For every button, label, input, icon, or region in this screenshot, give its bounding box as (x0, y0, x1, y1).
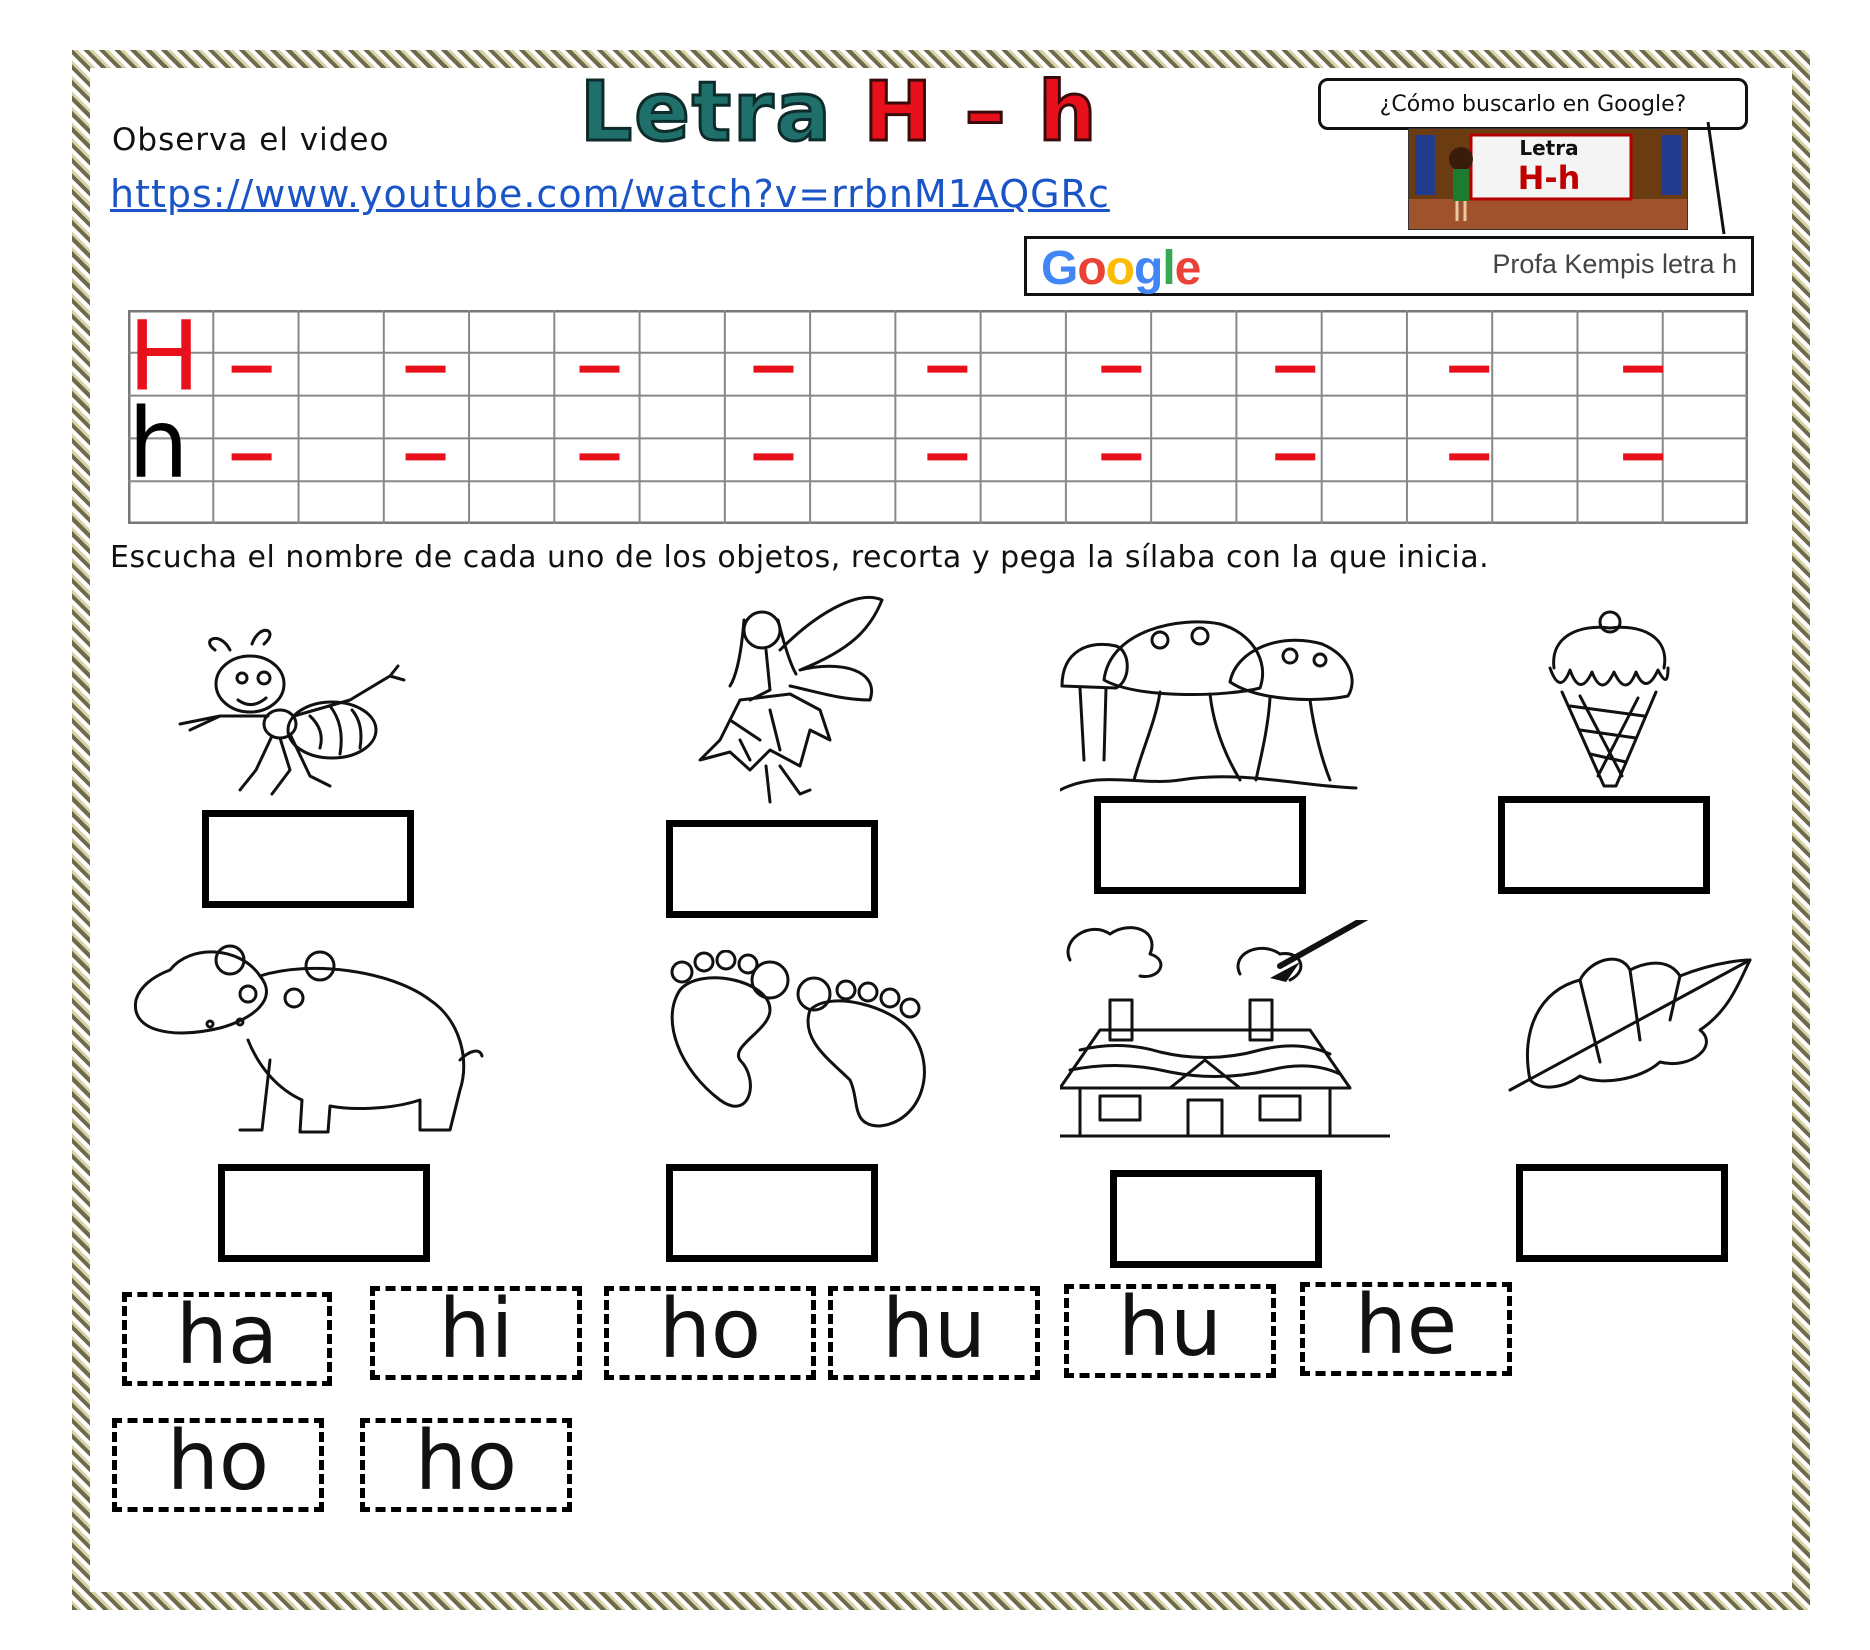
trace-dash-upper (1101, 366, 1141, 373)
syllable-card[interactable]: he (1300, 1282, 1512, 1376)
cut-paste-instruction: Escucha el nombre de cada uno de los objetos, recorta y pega la sílaba con la que inicia. (110, 540, 1490, 575)
footprints-icon (660, 950, 950, 1130)
trace-dash-upper (1449, 366, 1489, 373)
answer-box[interactable] (666, 820, 878, 918)
google-logo: Google (1041, 242, 1201, 295)
ant-icon (160, 620, 420, 800)
answer-box[interactable] (1498, 796, 1710, 894)
trace-dash-lower (580, 453, 620, 460)
thumbnail-label-1: Letra (1519, 136, 1579, 160)
hippo-icon (130, 940, 490, 1140)
page-title (580, 65, 1099, 160)
trace-dash-lower (1275, 453, 1315, 460)
syllable-card[interactable]: ho (112, 1418, 324, 1512)
title-prefix: Letra (580, 65, 833, 160)
answer-box[interactable] (218, 1164, 430, 1262)
trace-dash-lower (1623, 453, 1663, 460)
tracing-lower-letter: h (128, 388, 189, 501)
tracing-grid (128, 310, 1748, 524)
trace-dash-upper (927, 366, 967, 373)
trace-dash-upper (406, 366, 446, 373)
trace-dash-upper (753, 366, 793, 373)
trace-dash-lower (1449, 453, 1489, 460)
tracing-upper-letter: H (128, 310, 201, 413)
syllable-card[interactable]: ho (360, 1418, 572, 1512)
answer-box[interactable] (1110, 1170, 1322, 1268)
thumbnail-label-2: H-h (1517, 159, 1581, 197)
trace-dash-lower (753, 453, 793, 460)
answer-box[interactable] (1094, 796, 1306, 894)
trace-dash-upper (1623, 366, 1663, 373)
syllable-card[interactable]: hi (370, 1286, 582, 1380)
mushrooms-icon (1060, 610, 1360, 800)
ice-cream-icon (1540, 606, 1680, 796)
trace-dash-lower (406, 453, 446, 460)
observe-instruction: Observa el video (112, 122, 390, 158)
tracing-grid-svg (128, 310, 1748, 524)
google-question: ¿Cómo buscarlo en Google? (1379, 91, 1687, 117)
google-search-bar[interactable] (1024, 236, 1754, 296)
syllable-card[interactable]: ha (122, 1292, 332, 1386)
trace-dash-upper (232, 366, 272, 373)
answer-box[interactable] (202, 810, 414, 908)
trace-dash-lower (232, 453, 272, 460)
video-link[interactable]: https://www.youtube.com/watch?v=rrbnM1AQGRc (110, 172, 1110, 216)
trace-dash-lower (927, 453, 967, 460)
leaf-icon (1500, 950, 1760, 1100)
house-smoke-icon (1060, 920, 1390, 1140)
syllable-card[interactable]: ho (604, 1286, 816, 1380)
bubble-pointer (1690, 118, 1730, 238)
trace-dash-upper (1275, 366, 1315, 373)
thumbnail-image (1409, 129, 1687, 229)
answer-box[interactable] (666, 1164, 878, 1262)
google-query: Profa Kempis letra h (1492, 249, 1737, 279)
answer-box[interactable] (1516, 1164, 1728, 1262)
syllable-card[interactable]: hu (1064, 1284, 1276, 1378)
syllable-card[interactable]: hu (828, 1286, 1040, 1380)
google-question-bubble (1318, 78, 1748, 130)
title-letters: H – h (863, 65, 1099, 160)
trace-dash-upper (580, 366, 620, 373)
trace-dash-lower (1101, 453, 1141, 460)
grid-frame (129, 311, 1747, 523)
video-thumbnail[interactable] (1408, 128, 1688, 230)
fairy-icon (670, 590, 900, 810)
